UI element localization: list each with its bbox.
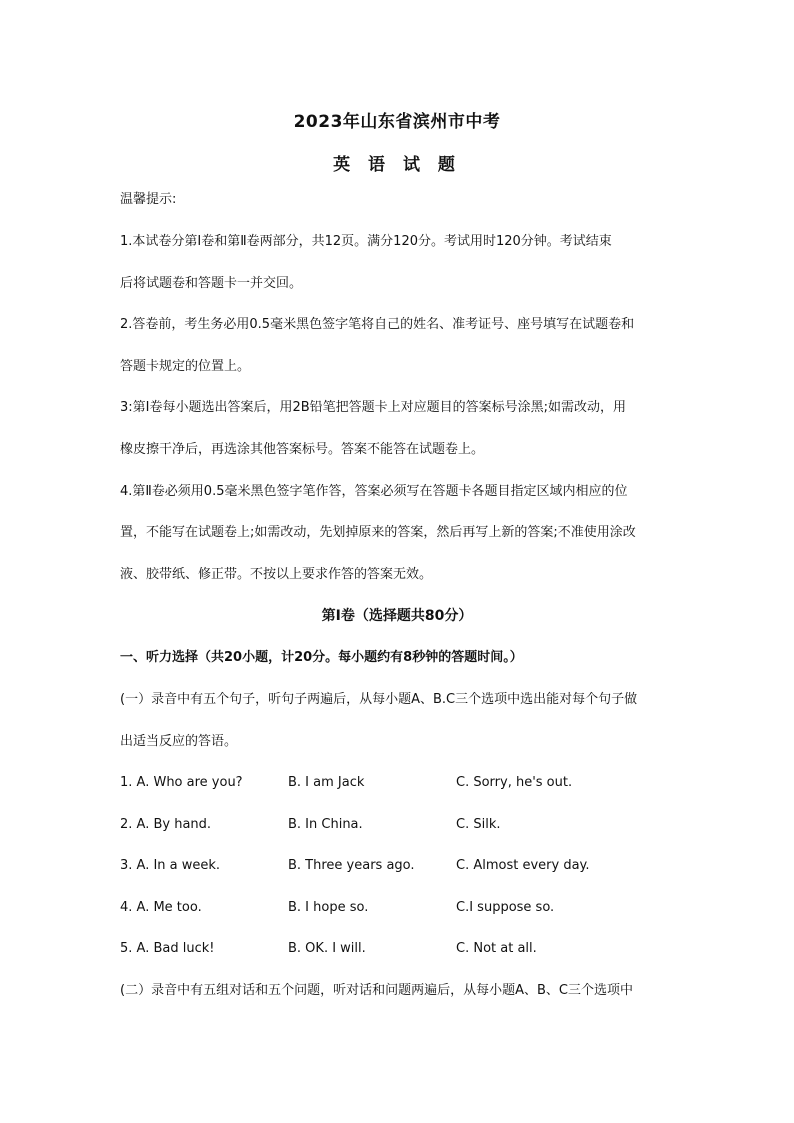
option-b: B. I hope so.	[288, 900, 369, 915]
question-row	[120, 774, 680, 792]
tips-line: 3:第Ⅰ卷每小题选出答案后，用2B铅笔把答题卡上对应题目的答案标号涂黑;如需改动，用	[120, 400, 627, 415]
tips-line: 橡皮擦干净后，再选涂其他答案标号。答案不能答在试题卷上。	[120, 442, 485, 457]
option-b: B. I am Jack	[288, 775, 365, 790]
option-b: B. OK. I will.	[288, 941, 366, 956]
option-c: C. Silk.	[456, 817, 501, 832]
sub1-instruction: 出适当反应的答语。	[120, 734, 238, 749]
sub2-instruction: (二）录音中有五组对话和五个问题，听对话和问题两遍后，从每小题A、B、C三个选项中	[120, 983, 633, 998]
tips-label: 温馨提示:	[120, 192, 177, 207]
option-b: B. In China.	[288, 817, 363, 832]
question-row	[120, 816, 680, 834]
exam-title: 2023年山东省滨州市中考	[293, 112, 501, 132]
option-c: C.I suppose so.	[456, 900, 555, 915]
option-b: B. Three years ago.	[288, 858, 415, 873]
question-row	[120, 940, 680, 958]
tips-line: 置，不能写在试题卷上;如需改动，先划掉原来的答案，然后再写上新的答案;不准使用涂改	[120, 525, 636, 540]
question-row	[120, 857, 680, 875]
option-a: 1. A. Who are you?	[120, 775, 243, 790]
tips-line: 答题卡规定的位置上。	[120, 359, 251, 374]
option-a: 5. A. Bad luck!	[120, 941, 215, 956]
option-c: C. Sorry, he's out.	[456, 775, 573, 790]
option-c: C. Almost every day.	[456, 858, 590, 873]
question-row	[120, 899, 680, 917]
exam-subtitle: 英 语 试 题	[333, 155, 461, 175]
section-heading: 一、听力选择（共20小题，计20分。每小题约有8秒钟的答题时间。）	[120, 650, 523, 665]
tips-line: 1.本试卷分第Ⅰ卷和第Ⅱ卷两部分，共12页。满分120分。考试用时120分钟。考试结束	[120, 234, 612, 249]
option-a: 3. A. In a week.	[120, 858, 221, 873]
option-c: C. Not at all.	[456, 941, 537, 956]
option-a: 4. A. Me too.	[120, 900, 202, 915]
part1-title: 第Ⅰ卷（选择题共80分）	[321, 608, 473, 624]
tips-line: 4.第Ⅱ卷必须用0.5毫米黑色签字笔作答，答案必须写在答题卡各题目指定区域内相应的位	[120, 484, 628, 499]
sub1-instruction: (一）录音中有五个句子，听句子两遍后，从每小题A、B.C三个选项中选出能对每个句子做	[120, 692, 638, 707]
option-a: 2. A. By hand.	[120, 817, 212, 832]
tips-line: 2.答卷前，考生务必用0.5毫米黑色签字笔将自己的姓名、准考证号、座号填写在试题卷和	[120, 317, 635, 332]
tips-line: 液、胶带纸、修正带。不按以上要求作答的答案无效。	[120, 567, 433, 582]
tips-line: 后将试题卷和答题卡一并交回。	[120, 276, 303, 291]
